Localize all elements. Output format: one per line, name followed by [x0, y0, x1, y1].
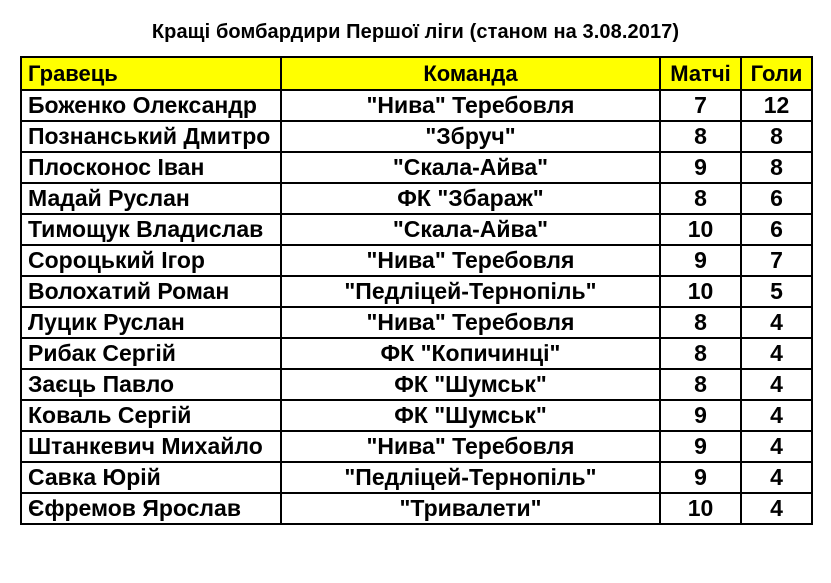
header-goals: Голи: [741, 57, 812, 90]
team-cell: "Нива" Теребовля: [281, 431, 660, 462]
goals-cell: 6: [741, 214, 812, 245]
team-cell: "Нива" Теребовля: [281, 245, 660, 276]
player-cell: Луцик Руслан: [21, 307, 281, 338]
player-cell: Єфремов Ярослав: [21, 493, 281, 524]
table-row: [21, 214, 812, 245]
table-row: [21, 400, 812, 431]
team-cell: ФК "Збараж": [281, 183, 660, 214]
player-cell: Плосконос Іван: [21, 152, 281, 183]
matches-cell: 9: [660, 462, 741, 493]
table-row: [21, 307, 812, 338]
matches-cell: 9: [660, 245, 741, 276]
table-row: [21, 462, 812, 493]
goals-cell: 4: [741, 369, 812, 400]
player-cell: Савка Юрій: [21, 462, 281, 493]
matches-cell: 8: [660, 307, 741, 338]
header-matches: Матчі: [660, 57, 741, 90]
matches-cell: 8: [660, 183, 741, 214]
table-header: [21, 57, 812, 90]
matches-cell: 10: [660, 214, 741, 245]
team-cell: ФК "Копичинці": [281, 338, 660, 369]
matches-cell: 8: [660, 369, 741, 400]
goals-cell: 4: [741, 338, 812, 369]
table-body: [21, 90, 812, 524]
table-row: [21, 431, 812, 462]
goals-cell: 8: [741, 121, 812, 152]
matches-cell: 10: [660, 493, 741, 524]
team-cell: ФК "Шумськ": [281, 369, 660, 400]
matches-cell: 9: [660, 431, 741, 462]
table-row: [21, 121, 812, 152]
player-cell: Тимощук Владислав: [21, 214, 281, 245]
player-cell: Коваль Сергій: [21, 400, 281, 431]
team-cell: "Тривалети": [281, 493, 660, 524]
player-cell: Заєць Павло: [21, 369, 281, 400]
player-cell: Сороцький Ігор: [21, 245, 281, 276]
table-row: [21, 183, 812, 214]
page-title: Кращі бомбардири Першої ліги (станом на 3.08.2017): [151, 21, 680, 43]
table-row: [21, 245, 812, 276]
team-cell: ФК "Шумськ": [281, 400, 660, 431]
top-scorers-table: [20, 56, 813, 525]
goals-cell: 6: [741, 183, 812, 214]
table-row: [21, 90, 812, 121]
goals-cell: 4: [741, 307, 812, 338]
matches-cell: 9: [660, 152, 741, 183]
goals-cell: 7: [741, 245, 812, 276]
table-row: [21, 493, 812, 524]
player-cell: Волохатий Роман: [21, 276, 281, 307]
header-team: Команда: [281, 57, 660, 90]
goals-cell: 4: [741, 431, 812, 462]
matches-cell: 8: [660, 121, 741, 152]
player-cell: Штанкевич Михайло: [21, 431, 281, 462]
team-cell: "Нива" Теребовля: [281, 307, 660, 338]
matches-cell: 9: [660, 400, 741, 431]
player-cell: Рибак Сергій: [21, 338, 281, 369]
player-cell: Боженко Олександр: [21, 90, 281, 121]
team-cell: "Скала-Айва": [281, 214, 660, 245]
goals-cell: 5: [741, 276, 812, 307]
table-row: [21, 276, 812, 307]
goals-cell: 4: [741, 493, 812, 524]
header-row: [21, 57, 812, 90]
team-cell: "Збруч": [281, 121, 660, 152]
team-cell: "Скала-Айва": [281, 152, 660, 183]
header-player: Гравець: [21, 57, 281, 90]
goals-cell: 4: [741, 400, 812, 431]
goals-cell: 12: [741, 90, 812, 121]
matches-cell: 10: [660, 276, 741, 307]
player-cell: Мадай Руслан: [21, 183, 281, 214]
matches-cell: 7: [660, 90, 741, 121]
table-row: [21, 338, 812, 369]
goals-cell: 8: [741, 152, 812, 183]
goals-cell: 4: [741, 462, 812, 493]
team-cell: "Педліцей-Тернопіль": [281, 462, 660, 493]
player-cell: Познанський Дмитро: [21, 121, 281, 152]
team-cell: "Нива" Теребовля: [281, 90, 660, 121]
table-row: [21, 369, 812, 400]
table-row: [21, 152, 812, 183]
team-cell: "Педліцей-Тернопіль": [281, 276, 660, 307]
matches-cell: 8: [660, 338, 741, 369]
